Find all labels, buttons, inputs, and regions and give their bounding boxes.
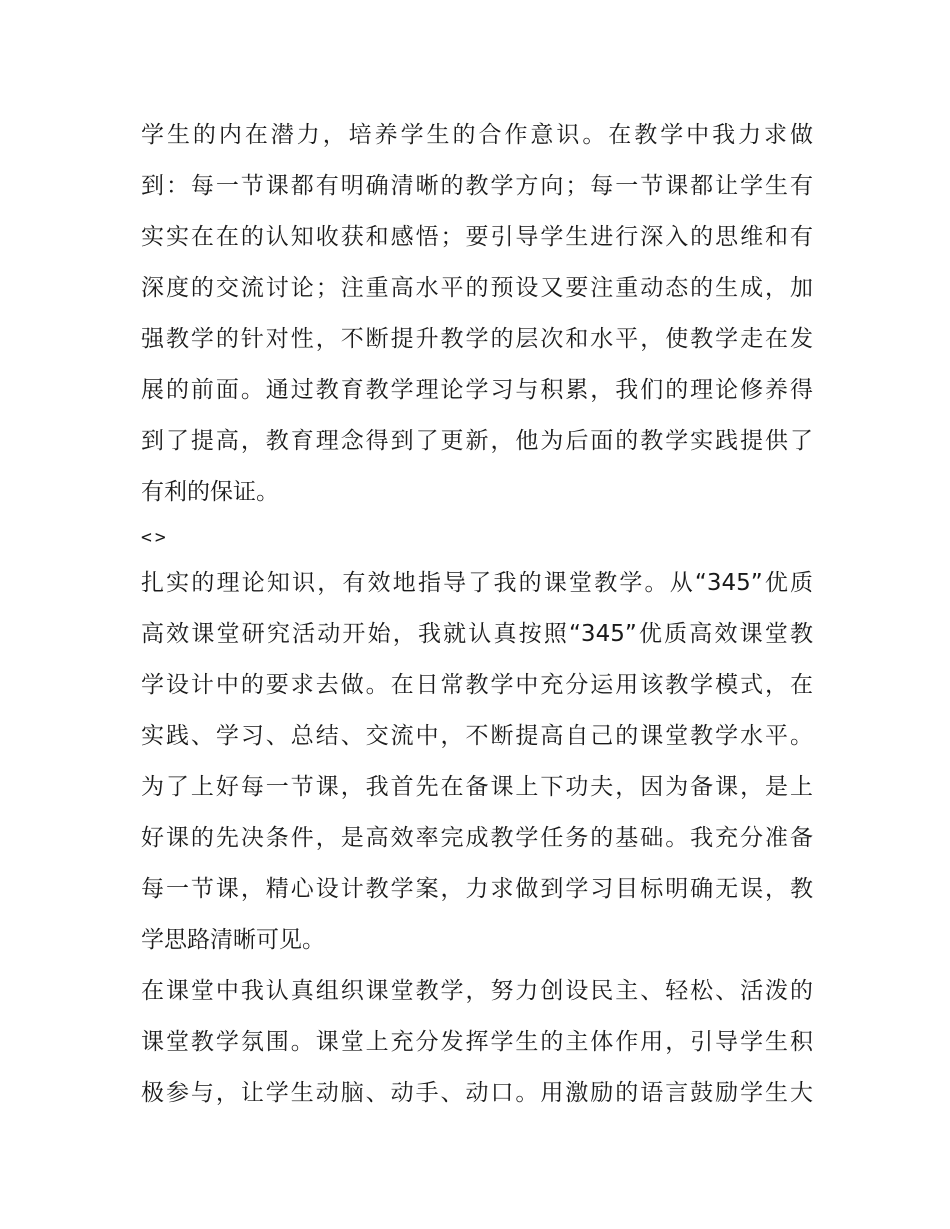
- paragraph-line: 实实在在的认知收获和感悟；要引导学生进行深入的思维和有: [141, 224, 813, 250]
- paragraph-2: [141, 558, 813, 966]
- document-body: [141, 110, 813, 1119]
- paragraph-line: 有利的保证。: [141, 479, 279, 505]
- paragraph-line: 极参与，让学生动脑、动手、动口。用激励的语言鼓励学生大: [141, 1080, 813, 1106]
- paragraph-line: 深度的交流讨论；注重高水平的预设又要注重动态的生成，加: [141, 275, 813, 301]
- paragraph-line: 展的前面。通过教育教学理论学习与积累，我们的理论修养得: [141, 377, 813, 403]
- paragraph-line: 在课堂中我认真组织课堂教学，努力创设民主、轻松、活泼的: [141, 978, 813, 1004]
- paragraph-line: 为了上好每一节课，我首先在备课上下功夫，因为备课，是上: [141, 774, 813, 800]
- paragraph-line: 学生的内在潜力，培养学生的合作意识。在教学中我力求做: [141, 122, 813, 148]
- paragraph-line: 好课的先决条件，是高效率完成教学任务的基础。我充分准备: [141, 825, 813, 851]
- paragraph-3: [141, 966, 813, 1119]
- paragraph-line: 实践、学习、总结、交流中，不断提高自己的课堂教学水平。: [141, 723, 813, 749]
- paragraph-line: 学设计中的要求去做。在日常教学中充分运用该教学模式，在: [141, 672, 813, 698]
- paragraph-line: 每一节课，精心设计教学案，力求做到学习目标明确无误，教: [141, 876, 813, 902]
- paragraph-line: 强教学的针对性，不断提升教学的层次和水平，使教学走在发: [141, 326, 813, 352]
- paragraph-line: 课堂教学氛围。课堂上充分发挥学生的主体作用，引导学生积: [141, 1029, 813, 1055]
- paragraph-1: [141, 110, 813, 518]
- paragraph-line: 学思路清晰可见。: [141, 927, 325, 953]
- paragraph-line: 到了提高，教育理念得到了更新，他为后面的教学实践提供了: [141, 428, 813, 454]
- paragraph-line: 高效课堂研究活动开始，我就认真按照“345”优质高效课堂教: [141, 621, 813, 647]
- section-marker: <>: [141, 527, 169, 548]
- paragraph-line: 到：每一节课都有明确清晰的教学方向；每一节课都让学生有: [141, 173, 813, 199]
- paragraph-line: 扎实的理论知识，有效地指导了我的课堂教学。从“345”优质: [141, 570, 813, 596]
